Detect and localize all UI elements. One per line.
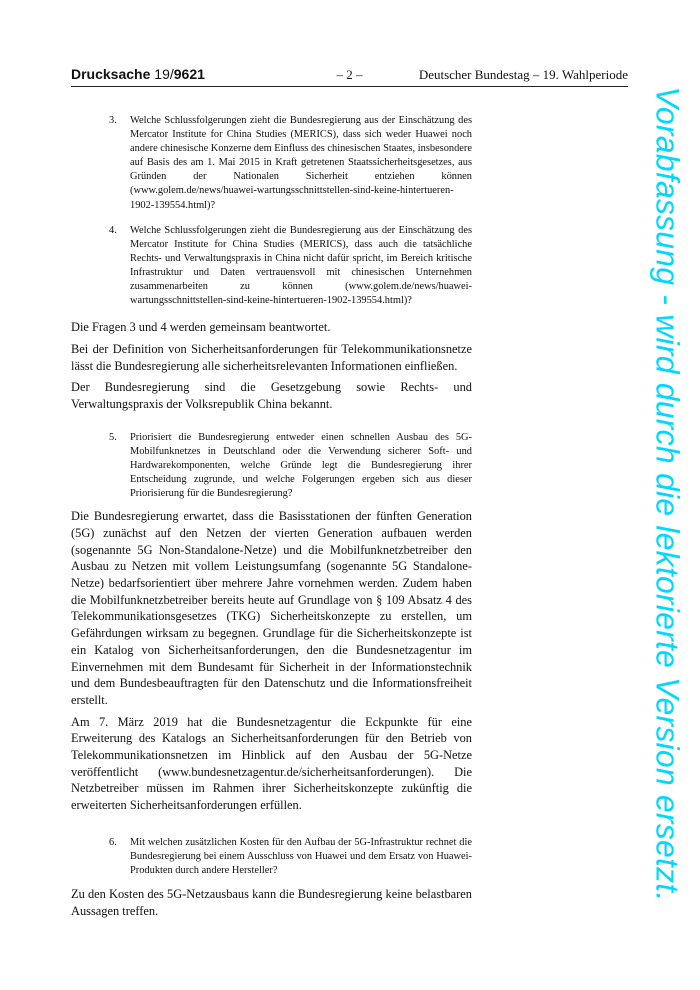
answer-paragraph: Zu den Kosten des 5G-Netzausbaus kann die Bundesregierung keine belastbaren Aussagen treffen. — [71, 887, 472, 918]
question-4 — [71, 224, 472, 309]
question-number: 5. — [109, 431, 117, 443]
page-body — [71, 114, 472, 925]
answer-paragraph: Bei der Definition von Sicherheitsanforderungen für Telekommunikationsnetze lässt die Bundesregierung alle sicherheitsrelevanten Informationen einfließen. — [71, 341, 472, 373]
page-header — [71, 66, 628, 87]
question-5 — [71, 431, 472, 501]
question-text: Priorisiert die Bundesregierung entweder einen schnellen Ausbau des 5G-Mobilfunknetzes in Deutschland oder die Verwendung sicherer Soft- und Hardwarekomponenten, welche Gründe legt die Bundesregierung ihrer Entscheidung zugrunde, und welche Folgerungen ergeben sich aus dieser Priorisierung für die Bundesregierung? — [130, 431, 472, 500]
doc-type-label: Drucksache — [71, 66, 151, 82]
answer-paragraph: Die Bundesregierung erwartet, dass die Basisstationen der fünften Generation (5G) zunächst auf den Netzen der vierten Generation aufbauen werden (sogenannte 5G Non-Standalone-Netze) und die Mobilfunknetzbetreiber den Ausbau zu Netzen mit vollem Leistungsumfang (sogenannte 5G Standalone-Netze) bedarfsorientiert über mehrere Jahre vornehmen werden. Zudem haben die Mobilfunknetzbetreiber bereits heute auf Grundlage von § 109 Absatz 4 des Telekommunikationsgesetzes (TKG) Sicherheitskonzepte zu erstellen, um Gefährdungen wirksam zu begegnen. Grundlage für die Sicherheitskonzepte ist ein Katalog von Sicherheitsanforderungen, den die Bundesnetzagentur im Einvernehmen mit dem Bundesamt für Sicherheit in der Informationstechnik und dem Bundesbeauftragten für den Datenschutz und die Informationsfreiheit erstellt. — [71, 509, 472, 707]
watermark-text: Vorabfassung - wird durch die lektorierte Version ersetzt. — [649, 86, 686, 902]
doc-number-prefix: 19/ — [154, 66, 174, 82]
parliament-label: Deutscher Bundestag – 19. Wahlperiode — [418, 67, 628, 82]
question-number: 6. — [109, 836, 117, 848]
answer-intro: Die Fragen 3 und 4 werden gemeinsam beantwortet. — [71, 320, 331, 335]
answer-paragraph: Am 7. März 2019 hat die Bundesnetzagentur die Eckpunkte für eine Erweiterung des Katalogs an Sicherheitsanforderungen für den Betrieb von Telekommunikationsnetzen im Hinblick auf den Ausbau der 5G-Netze veröffentlicht (www.bundesnetzagentur.de/sicherheitsanforderungen). Die Netzbetreiber müssen im Rahmen ihrer Sicherheitskonzepte zukünftig die erweiterten Sicherheitsanforderungen erfüllen. — [71, 714, 472, 813]
answer-paragraph: Der Bundesregierung sind die Gesetzgebung sowie Rechts- und Verwaltungspraxis der Volksrepublik China bekannt. — [71, 380, 472, 412]
question-number: 4. — [109, 224, 117, 236]
question-number: 3. — [109, 115, 117, 126]
doc-number-suffix: 9621 — [173, 66, 205, 82]
question-6 — [71, 836, 472, 878]
question-text: Mit welchen zusätzlichen Kosten für den Aufbau der 5G-Infrastruktur rechnet die Bundesregierung bei einem Ausschluss von Huawei und dem Ersatz von Huawei-Produkten durch andere Hersteller? — [130, 836, 472, 877]
question-text: Welche Schlussfolgerungen zieht die Bundesregierung aus der Einschätzung des Mercator Institute for China Studies (MERICS), dass sich weder Huawei noch andere chinesische Konzerne dem Einfluss des chinesischen Staates, insbesondere auf Basis des am 1. Mai 2015 in Kraft getretenen Staatssicherheitsgesetzes, aus Gründen der Nationalen Sicherheit entziehen können (www.golem.de/news/huawei-wartungsschnittstellen-sind-keine-hintertueren-1902-139554.html)? — [130, 115, 472, 211]
question-text: Welche Schlussfolgerungen zieht die Bundesregierung aus der Einschätzung des Mercator Institute for China Studies (MERICS), dass auch die tatsächliche Rechts- und Verwaltungspraxis in China nicht dafür spricht, im Bereich kritische Infrastruktur und Daten vertrauensvoll mit chinesischen Unternehmen zusammenarbeiten zu können (www.golem.de/news/huawei-wartungsschnittstellen-sind-keine-hintertueren-1902-139554.html)? — [130, 224, 472, 307]
question-3 — [71, 114, 472, 213]
page-number: – 2 – — [336, 67, 363, 82]
